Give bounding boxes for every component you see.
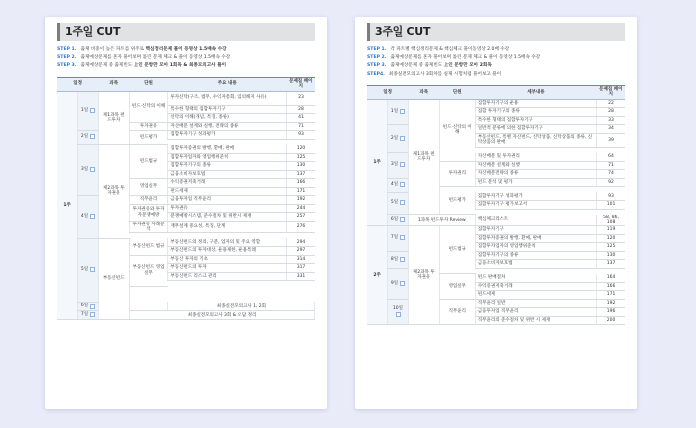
day-label: 6일 <box>80 303 89 309</box>
content-cell: 집합투자증권의 발행, 환매, 판매 <box>475 234 596 243</box>
page-number-cell: 101 <box>597 201 625 210</box>
page-title: 1주일 CUT <box>57 23 315 41</box>
page-number-cell: 166 <box>597 282 625 291</box>
week-cell: 2주 <box>367 226 388 325</box>
day-cell <box>388 268 409 299</box>
day-label: 6일 <box>390 216 399 222</box>
unit-cell: 영업실무 <box>439 274 475 300</box>
page-number-cell: 34 <box>597 125 625 134</box>
day-label: 3일 <box>80 166 89 172</box>
day-cell <box>388 178 409 192</box>
page-number-cell: 314 <box>287 255 315 264</box>
content-cell: 수익증권저축거래 <box>475 282 596 291</box>
day-label: 8일 <box>390 256 399 262</box>
content-cell: 특수한 형태의 집합투자기구 <box>475 116 596 125</box>
step-label: STEP 1. <box>57 47 77 52</box>
step-text: 출제예상문제 중 출제빈도 <box>80 63 134 69</box>
day-cell <box>388 226 409 252</box>
content-cell: 펀드세제 <box>475 291 596 300</box>
day-cell <box>388 215 409 226</box>
content-cell: 부동산펀드의 정의, 구분, 업자의 및 주요 역할 <box>168 238 287 247</box>
table-row <box>57 302 315 311</box>
content-cell: 집합투자기구의 종류 <box>168 162 287 171</box>
column-header: 일정 <box>367 85 408 99</box>
day-checkbox[interactable] <box>400 257 405 262</box>
page-number-cell: 171 <box>287 187 315 196</box>
unit-cell: 영업실무 <box>129 179 168 196</box>
step-list <box>367 46 625 79</box>
content-cell: 핵심체크리스트 <box>475 215 596 226</box>
day-cell <box>78 131 99 145</box>
day-checkbox[interactable] <box>396 312 401 317</box>
content-cell: 금융투자업 직무윤리 <box>168 196 287 205</box>
review-cell: 최종실전모의고사 3회 & 오답 정리 <box>129 311 315 320</box>
step-text: 출제 비중이 높은 파트를 위주로 <box>80 47 146 52</box>
content-cell: 금융소비자보호법 <box>475 260 596 269</box>
page-number-cell: 137 <box>287 170 315 179</box>
page-number-cell: 294 <box>287 238 315 247</box>
day-label: 10일 <box>392 305 403 311</box>
table-row <box>367 215 625 226</box>
step-label: STEP 1. <box>367 47 387 52</box>
day-label: 7일 <box>390 235 399 241</box>
day-checkbox[interactable] <box>90 167 95 172</box>
day-checkbox[interactable] <box>400 281 405 286</box>
study-schedule-table <box>367 85 625 326</box>
day-checkbox[interactable] <box>90 267 95 272</box>
step-list <box>57 46 315 71</box>
content-cell: 집합투자업자의 영업행위준칙 <box>475 243 596 252</box>
step-item <box>57 46 315 54</box>
step-highlight: 上인 문항만 모아 2회독 <box>443 63 492 69</box>
content-cell: 펀드 판매절차 <box>475 274 596 283</box>
step-item <box>367 46 625 54</box>
study-schedule-table <box>57 77 315 320</box>
day-cell <box>78 311 99 320</box>
column-header: 단원 <box>439 85 475 99</box>
page-number-cell: 130 <box>597 251 625 260</box>
day-label: 7일 <box>80 312 89 317</box>
unit-cell: 부동산펀드 영업실무 <box>129 255 168 286</box>
content-cell: 금융소비자보호법 <box>168 170 287 179</box>
table-row <box>57 311 315 320</box>
section-cell: 제1과목 펀드투자 <box>98 91 129 144</box>
day-label: 5일 <box>390 200 399 206</box>
page-title: 3주일 CUT <box>367 23 625 41</box>
step-highlight: 上인 문항만 모아 1회독 & 최종모의고사 풀이 <box>133 63 227 69</box>
unit-cell: 투자권유 사례분석 <box>129 221 168 233</box>
content-cell: 집합 투자기구의 종류 <box>475 108 596 117</box>
content-cell: 부동산 투자의 기초 <box>168 255 287 264</box>
page-number-cell: 297 <box>287 247 315 256</box>
content-cell: 펀드 분석 및 평가 <box>475 178 596 187</box>
column-header: 단원 <box>129 77 168 91</box>
table-row <box>57 238 315 247</box>
page-number-cell: 120 <box>597 234 625 243</box>
column-header: 세부내용 <box>475 85 596 99</box>
week-cell: 1주 <box>367 99 388 225</box>
section-cell: 펀드·신탁의 이해 <box>129 91 168 122</box>
content-cell: 집합투자기구의 운용 <box>475 99 596 108</box>
day-checkbox[interactable] <box>400 182 405 187</box>
page-number-cell: 164 <box>597 274 625 283</box>
table-row <box>367 299 625 308</box>
page-number-cell: 92 <box>597 178 625 187</box>
section-cell: 부동산펀드 법규 <box>129 238 168 255</box>
column-header: 과목 <box>98 77 129 91</box>
day-label: 4일 <box>390 182 399 188</box>
page-number-cell: 41 <box>287 114 315 123</box>
day-label: 1일 <box>80 107 89 113</box>
step-text: 출제예상문제를 혼자 풀어보며 틀린 문제 체크 & 풀이 동영상 1.5배속 수강 <box>390 55 541 61</box>
day-cell <box>78 302 99 311</box>
content-cell: 자산배분 및 투자권리 <box>475 153 596 162</box>
day-cell <box>388 299 409 325</box>
page-number-cell: 244 <box>287 204 315 213</box>
content-cell: 직무윤리의 준수절차 및 위반 시 제재 <box>475 316 596 325</box>
content-cell: 수익증권저축거래 <box>168 179 287 188</box>
content-cell: 특수한 형태의 집합투자기구 <box>168 105 287 114</box>
table-row <box>367 125 625 134</box>
page-number-cell: 276 <box>287 221 315 233</box>
step-label: STEP4. <box>367 71 385 77</box>
day-checkbox[interactable] <box>90 214 95 219</box>
content-cell: 직무윤리 일반 <box>475 299 596 308</box>
unit-cell: 펀드평가 <box>439 187 475 215</box>
page-number-cell: 317 <box>287 264 315 273</box>
step-text: 출제예상문제 중 출제빈도 <box>390 63 444 69</box>
page-number-cell: 137 <box>597 260 625 269</box>
content-cell: 집합투자기구 성과평가 <box>475 192 596 201</box>
section-cell: 제2과목 투자권유 <box>408 226 439 325</box>
page-number-cell: 71 <box>287 122 315 131</box>
step-item <box>367 54 625 62</box>
week-cell: 1주 <box>57 91 78 319</box>
page-number-cell: 125 <box>287 153 315 162</box>
page-number-cell: 125 <box>597 243 625 252</box>
content-cell: 집합투자업자와 영업행위준칙 <box>168 153 287 162</box>
section-cell: 제2과목 투자권유 <box>98 145 129 239</box>
blank-cell <box>129 286 168 311</box>
section-cell: 부동산펀드 <box>98 238 129 319</box>
day-checkbox[interactable] <box>90 312 95 317</box>
day-label: 9일 <box>390 280 399 286</box>
day-checkbox[interactable] <box>400 109 405 114</box>
day-checkbox[interactable] <box>400 200 405 205</box>
column-header: 문제집 페이지 <box>287 77 315 91</box>
section-cell: 직무윤리 <box>129 196 168 205</box>
page-number-cell: 331 <box>287 272 315 281</box>
review-cell: 1과목 펀드투자 Review <box>408 215 475 226</box>
day-checkbox[interactable] <box>400 136 405 141</box>
page-number-cell: 93 <box>287 131 315 140</box>
day-cell <box>388 192 409 214</box>
content-cell: 집합투자기구 성과평가 <box>168 131 287 140</box>
day-cell <box>78 91 99 130</box>
day-cell <box>78 238 99 302</box>
day-cell <box>388 99 409 125</box>
page-number-cell: 257 <box>287 213 315 222</box>
content-cell: 투자권유 <box>168 204 287 213</box>
day-checkbox[interactable] <box>400 217 405 222</box>
schedule-page-1week <box>45 17 327 409</box>
unit-cell: 투자권유와 투자자분쟁예방 <box>129 204 168 221</box>
table-row <box>367 153 625 162</box>
table-row <box>57 196 315 205</box>
day-label: 1일 <box>390 108 399 114</box>
step-text: 각 파트별 핵심정리문제 & 핵심체크 풀이동영상 2.0배 수강 <box>390 47 510 52</box>
step-text: 최종실전모의고사 3회차를 실제 시험처럼 풀어보고 풀이 <box>388 71 502 77</box>
step-highlight: 핵심정리문제 풀이 동영상 1.5배속 수강 <box>145 47 227 52</box>
day-label: 5일 <box>80 267 89 273</box>
content-cell: 펀드세제 <box>168 187 287 196</box>
page-number-cell: 192 <box>287 196 315 205</box>
table-header-row <box>57 77 315 91</box>
step-item <box>367 71 625 79</box>
step-item <box>57 54 315 62</box>
section-cell: 펀드법규 <box>129 145 168 179</box>
table-row <box>367 178 625 187</box>
page-number-cell: 200 <box>597 316 625 325</box>
section-cell: 펀드법규 <box>439 226 475 274</box>
content-cell: 일반적 분류에 의한 집합투자기구 <box>475 125 596 134</box>
step-label: STEP 3. <box>57 63 77 69</box>
content-cell: 집합투자기구의 종류 <box>475 251 596 260</box>
day-cell <box>388 251 409 268</box>
content-cell: 집합투자기구 평가보고서 <box>475 201 596 210</box>
content-cell: 부동산펀드의 투자 <box>168 264 287 273</box>
table-row <box>367 99 625 108</box>
page-number-cell: 28 <box>287 105 315 114</box>
page-number-cell: 64 <box>597 153 625 162</box>
day-checkbox[interactable] <box>400 162 405 167</box>
content-cell: 자산배분 설계와 실행, 전략의 종류 <box>168 122 287 131</box>
page-number-cell: 71 <box>597 161 625 170</box>
step-item <box>57 62 315 70</box>
content-cell: 집합투자증권의 발행, 환매, 판매 <box>168 145 287 154</box>
review-cell: 최종실전모의고사 1, 2회 <box>168 302 315 311</box>
step-label: STEP 2. <box>367 55 387 61</box>
content-cell: 부동산펀드 리스크 관리 <box>168 272 287 281</box>
content-cell: 투자신탁(구조, 법무, 수익자총회, 임의해지 사유) <box>168 91 287 105</box>
schedule-page-3week <box>355 17 637 409</box>
day-label: 2일 <box>80 134 89 140</box>
table-header-row <box>367 85 625 99</box>
page-number-cell: 192 <box>597 299 625 308</box>
column-header: 일정 <box>57 77 98 91</box>
section-cell: 직무윤리 <box>439 299 475 325</box>
column-header: 주요 내용 <box>168 77 287 91</box>
day-label: 4일 <box>80 213 89 219</box>
day-checkbox[interactable] <box>90 134 95 139</box>
table-row <box>367 192 625 201</box>
page-number-cell: 33 <box>597 116 625 125</box>
content-cell: 분쟁예방시스템, 준수절차 및 위반시 제재 <box>168 213 287 222</box>
content-cell: 자산배분 설계와 실행 <box>475 161 596 170</box>
table-row <box>367 251 625 260</box>
content-cell: 재무설계 중요성, 특징, 단계 <box>168 221 287 233</box>
page-number-cell: 130 <box>287 162 315 171</box>
step-label: STEP 3. <box>367 63 387 69</box>
content-cell: 부동산펀드, 특별 자산펀드, 신탁상품, 신탁상품의 종류, 신탁상품의 판매 <box>475 133 596 147</box>
table-row <box>57 91 315 105</box>
day-label: 2일 <box>390 135 399 141</box>
table-row <box>367 226 625 235</box>
unit-cell: 투자권리 <box>439 161 475 187</box>
page-number-cell: 22 <box>597 99 625 108</box>
table-row <box>57 145 315 154</box>
content-cell: 금융투자업 직무윤리 <box>475 308 596 317</box>
day-checkbox[interactable] <box>400 235 405 240</box>
day-cell <box>78 196 99 239</box>
content-cell: 부동산펀드의 투자대상, 운용제한, 운용특례 <box>168 247 287 256</box>
step-text: 출제예상문제를 혼자 풀어보며 틀린 문제 체크 & 풀이 동영상 1.5배속 수강 <box>80 55 231 61</box>
step-label: STEP 2. <box>57 55 77 61</box>
section-cell: 펀드·신탁의 이해 <box>439 99 475 161</box>
page-number-cell: 196 <box>597 308 625 317</box>
page-number-cell: 58, 86, 108 <box>597 215 625 226</box>
section-cell: 펀드평가 <box>129 131 168 145</box>
page-number-cell: 171 <box>597 291 625 300</box>
content-cell: 집합투자기구 <box>475 226 596 235</box>
content-cell: 자산배분전략의 종류 <box>475 170 596 179</box>
page-number-cell: 120 <box>287 145 315 154</box>
page-number-cell: 39 <box>597 133 625 147</box>
page-number-cell: 74 <box>597 170 625 179</box>
section-cell: 제1과목 펀드투자 <box>408 99 439 214</box>
column-header: 문제집 페이지 <box>597 85 625 99</box>
day-cell <box>388 153 409 179</box>
table-row <box>57 131 315 140</box>
day-label: 3일 <box>390 162 399 168</box>
unit-cell: 투자권유 <box>129 122 168 131</box>
content-cell: 신탁의 이해(개념, 특징, 종류) <box>168 114 287 123</box>
page-number-cell: 93 <box>597 192 625 201</box>
column-header: 과목 <box>408 85 439 99</box>
page-number-cell: 166 <box>287 179 315 188</box>
day-cell <box>388 125 409 153</box>
step-item <box>367 62 625 70</box>
page-number-cell: 28 <box>597 108 625 117</box>
day-checkbox[interactable] <box>90 108 95 113</box>
day-cell <box>78 145 99 196</box>
page-number-cell: 119 <box>597 226 625 235</box>
day-checkbox[interactable] <box>90 304 95 309</box>
page-number-cell: 23 <box>287 91 315 105</box>
